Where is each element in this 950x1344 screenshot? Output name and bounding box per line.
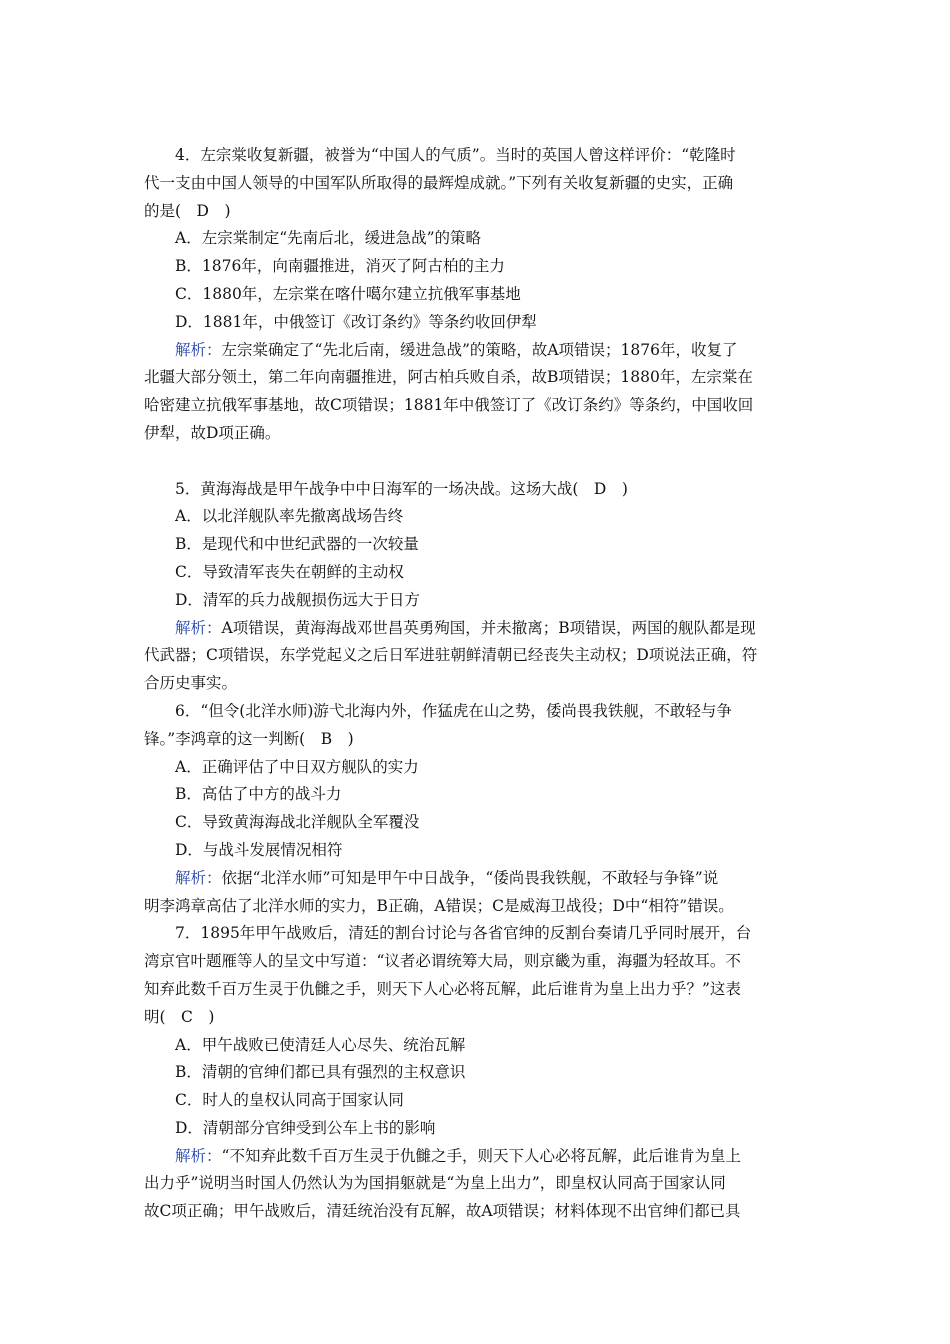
analysis-text: 合历史事实。 — [144, 674, 238, 693]
analysis-text: 北疆大部分领土，第二年向南疆推进，阿古柏兵败自杀，故B项错误；1880年，左宗棠在 — [144, 368, 753, 387]
option-c: C．导致黄海海战北洋舰队全军覆没 — [175, 813, 420, 832]
analysis-text: 故C项正确；甲午战败后，清廷统治没有瓦解，故A项错误；材料体现不出官绅们都已具 — [144, 1202, 741, 1221]
analysis-label: 解析： — [175, 618, 222, 637]
analysis-line — [144, 337, 808, 365]
question-stem: 代一支由中国人领导的中国军队所取得的最辉煌成就。”下列有关收复新疆的史实，正确 — [144, 173, 734, 192]
question-stem: 湾京官叶题雁等人的呈文中写道：“议者必谓统筹大局，则京畿为重，海疆为轻故耳。不 — [144, 952, 741, 971]
option-d: D．1881年，中俄签订《改订条约》等条约收回伊犁 — [175, 312, 537, 331]
question-5 — [144, 476, 808, 698]
analysis-text: 出力乎”说明当时国人仍然认为为国捐躯就是“为皇上出力”，即皇权认同高于国家认同 — [144, 1174, 726, 1193]
analysis-text: 依据“北洋水师”可知是甲午中日战争，“倭尚畏我铁舰，不敢轻与争锋”说 — [221, 868, 719, 887]
analysis-text: “不知弃此数千百万生灵于仇雠之手，则天下人心必将瓦解，此后谁肯为皇上 — [221, 1146, 741, 1165]
analysis-label: 解析： — [175, 1146, 222, 1165]
option-c: C．导致清军丧失在朝鲜的主动权 — [175, 562, 404, 581]
analysis-text: 哈密建立抗俄军事基地，故C项错误；1881年中俄签订了《改订条约》等条约，中国收回 — [144, 396, 754, 415]
question-stem: 6．“但令(北洋水师)游弋北海内外，作猛虎在山之势，倭尚畏我铁舰，不敢轻与争 — [175, 701, 732, 720]
option-b: B．清朝的官绅们都已具有强烈的主权意识 — [175, 1063, 466, 1082]
analysis-line — [144, 1143, 808, 1171]
question-7 — [144, 920, 808, 1226]
spacer — [144, 448, 808, 476]
question-stem: 7．1895年甲午战败后，清廷的割台讨论与各省官绅的反割台奏请几乎同时展开，台 — [175, 924, 752, 943]
option-b: B．高估了中方的战斗力 — [175, 785, 342, 804]
question-stem: 明( C ) — [144, 1007, 215, 1026]
analysis-text: 代武器；C项错误，东学党起义之后日军进驻朝鲜清朝已经丧失主动权；D项说法正确，符 — [144, 646, 758, 665]
analysis-text: 明李鸿章高估了北洋水师的实力，B正确，A错误；C是威海卫战役；D中“相符”错误。 — [144, 896, 734, 915]
analysis-label: 解析： — [175, 868, 222, 887]
question-4 — [144, 142, 808, 448]
option-d: D．与战斗发展情况相符 — [175, 840, 343, 859]
question-stem: 锋。”李鸿章的这一判断( B ) — [144, 729, 354, 748]
question-stem: 5．黄海海战是甲午战争中中日海军的一场决战。这场大战( D ) — [175, 479, 628, 498]
option-a: A．左宗棠制定“先南后北，缓进急战”的策略 — [175, 229, 482, 248]
option-d: D．清朝部分官绅受到公车上书的影响 — [175, 1118, 436, 1137]
option-c: C．时人的皇权认同高于国家认同 — [175, 1091, 404, 1110]
option-d: D．清军的兵力战舰损伤远大于日方 — [175, 590, 420, 609]
analysis-line — [144, 865, 808, 893]
analysis-label: 解析： — [175, 340, 222, 359]
option-b: B．1876年，向南疆推进，消灭了阿古柏的主力 — [175, 257, 505, 276]
analysis-text: A项错误，黄海海战邓世昌英勇殉国，并未撤离；B项错误，两国的舰队都是现 — [221, 618, 756, 637]
question-stem: 4．左宗棠收复新疆，被誉为“中国人的气质”。当时的英国人曾这样评价：“乾隆时 — [175, 146, 736, 164]
document-page — [144, 142, 808, 1226]
option-a: A．正确评估了中日双方舰队的实力 — [175, 757, 419, 776]
analysis-text: 左宗棠确定了“先北后南，缓进急战”的策略，故A项错误；1876年，收复了 — [221, 340, 738, 359]
analysis-text: 伊犁，故D项正确。 — [144, 423, 281, 442]
question-6 — [144, 698, 808, 920]
option-c: C．1880年，左宗棠在喀什噶尔建立抗俄军事基地 — [175, 284, 521, 303]
question-stem: 知弃此数千百万生灵于仇雠之手，则天下人心必将瓦解，此后谁肯为皇上出力乎？”这表 — [144, 979, 741, 998]
question-stem: 的是( D ) — [144, 201, 231, 220]
option-b: B．是现代和中世纪武器的一次较量 — [175, 535, 419, 554]
analysis-line — [144, 615, 808, 643]
option-a: A．以北洋舰队率先撤离战场告终 — [175, 507, 404, 526]
option-a: A．甲午战败已使清廷人心尽失、统治瓦解 — [175, 1035, 466, 1054]
